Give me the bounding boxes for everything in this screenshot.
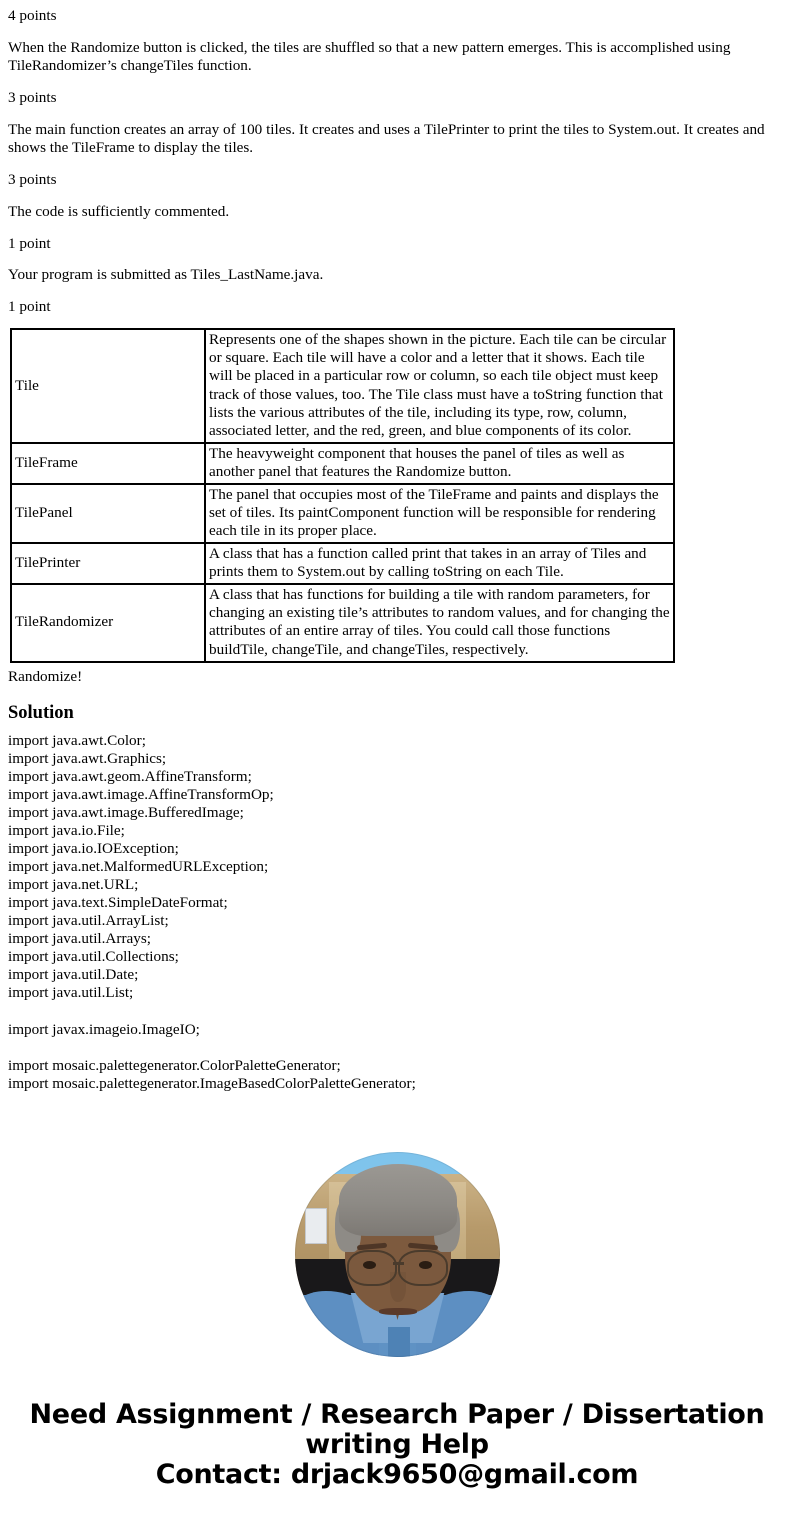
- import-line: import java.io.IOException;: [8, 840, 179, 858]
- table-row: [11, 329, 674, 442]
- criterion-text-1: When the Randomize button is clicked, the tiles are shuffled so that a new pattern emerges. This is accomplished using TileRandomizer’s changeTiles function.: [8, 38, 731, 74]
- import-line: import java.awt.image.BufferedImage;: [8, 803, 244, 821]
- photo-eye-right: [419, 1261, 432, 1269]
- class-description-cell: The panel that occupies most of the TileFrame and paints and displays the set of tiles. Its paintComponent function will be responsible for rendering each tile in its proper place.: [205, 484, 674, 543]
- import-line: import java.awt.geom.AffineTransform;: [8, 767, 252, 785]
- points-line-3: 3 points: [8, 170, 57, 188]
- class-name-cell: Tile: [11, 329, 205, 442]
- class-name-cell: TilePrinter: [11, 543, 205, 584]
- promo-line-1: Need Assignment / Research Paper / Dissertation: [29, 1399, 765, 1430]
- avatar: [295, 1152, 500, 1357]
- points-line-5: 1 point: [8, 298, 51, 316]
- points-line-2: 3 points: [8, 88, 57, 106]
- photo-eyeglass-bridge: [393, 1262, 404, 1265]
- photo-hair: [339, 1164, 457, 1236]
- table-row: [11, 484, 674, 543]
- import-line: import java.io.File;: [8, 822, 125, 839]
- import-line: import java.awt.Color;: [8, 731, 146, 749]
- import-blank-line: [8, 1002, 786, 1020]
- photo-wall-switch: [305, 1208, 327, 1244]
- table-row: [11, 584, 674, 661]
- import-line: import java.awt.Graphics;: [8, 749, 167, 767]
- table-row: [11, 443, 674, 484]
- import-line: import java.util.Arrays;: [8, 930, 151, 948]
- import-line: import java.util.ArrayList;: [8, 912, 169, 930]
- photo-mouth: [379, 1308, 417, 1315]
- criterion-text-2: The main function creates an array of 100 tiles. It creates and uses a TilePrinter to print the tiles to System.out. It creates and shows the TileFrame to display the tiles.: [8, 120, 765, 156]
- class-name-cell: TilePanel: [11, 484, 205, 543]
- criterion-text-4: Your program is submitted as Tiles_LastName.java.: [8, 266, 324, 284]
- class-description-cell: A class that has functions for building a tile with random parameters, for changing an existing tile’s attributes to random values, and for changing the attributes of an entire array of tiles. You could call those functions buildTile, changeTile, and changeTiles, respectively.: [205, 584, 674, 661]
- photo-eye-left: [363, 1261, 376, 1269]
- promo-contact-line: Contact: drjack9650@gmail.com: [155, 1459, 639, 1490]
- import-line: import mosaic.palettegenerator.ImageBasedColorPaletteGenerator;: [8, 1074, 416, 1092]
- java-import-list: [8, 732, 786, 1093]
- import-line: import java.util.Date;: [8, 966, 139, 984]
- import-line: import java.net.URL;: [8, 876, 139, 894]
- import-line: import java.util.List;: [8, 984, 134, 1002]
- avatar-photo: [295, 1152, 500, 1357]
- promo-footer: [0, 1400, 794, 1490]
- import-line: import mosaic.palettegenerator.ColorPaletteGenerator;: [8, 1056, 341, 1074]
- class-name-cell: TileFrame: [11, 443, 205, 484]
- import-line: import javax.imageio.ImageIO;: [8, 1020, 200, 1038]
- table-row: [11, 543, 674, 584]
- points-line-4: 1 point: [8, 234, 51, 252]
- class-specification-table: [10, 328, 675, 662]
- solution-heading: Solution: [8, 702, 74, 723]
- class-name-cell: TileRandomizer: [11, 584, 205, 661]
- randomize-caption: Randomize!: [8, 667, 83, 685]
- photo-tie: [388, 1327, 410, 1357]
- class-description-cell: A class that has a function called print that takes in an array of Tiles and prints them to System.out by calling toString on each Tile.: [205, 543, 674, 584]
- import-line: import java.text.SimpleDateFormat;: [8, 894, 228, 912]
- criterion-text-3: The code is sufficiently commented.: [8, 202, 230, 220]
- promo-line-2: writing Help: [305, 1429, 489, 1460]
- import-line: import java.net.MalformedURLException;: [8, 858, 269, 876]
- class-description-cell: The heavyweight component that houses the panel of tiles as well as another panel that features the Randomize button.: [205, 443, 674, 484]
- import-line: import java.awt.image.AffineTransformOp;: [8, 785, 274, 803]
- points-line-1: 4 points: [8, 7, 57, 24]
- import-line: import java.util.Collections;: [8, 948, 179, 966]
- import-blank-line: [8, 1039, 786, 1057]
- class-description-cell: Represents one of the shapes shown in the picture. Each tile can be circular or square. Each tile will have a color and a letter that it shows. Each tile will be placed in a particular row or column, so each tile object must keep track of those values, too. The Tile class must have a toString function that lists the various attributes of the tile, including its type, row, column, associated letter, and the red, green, and blue components of its color.: [205, 329, 674, 442]
